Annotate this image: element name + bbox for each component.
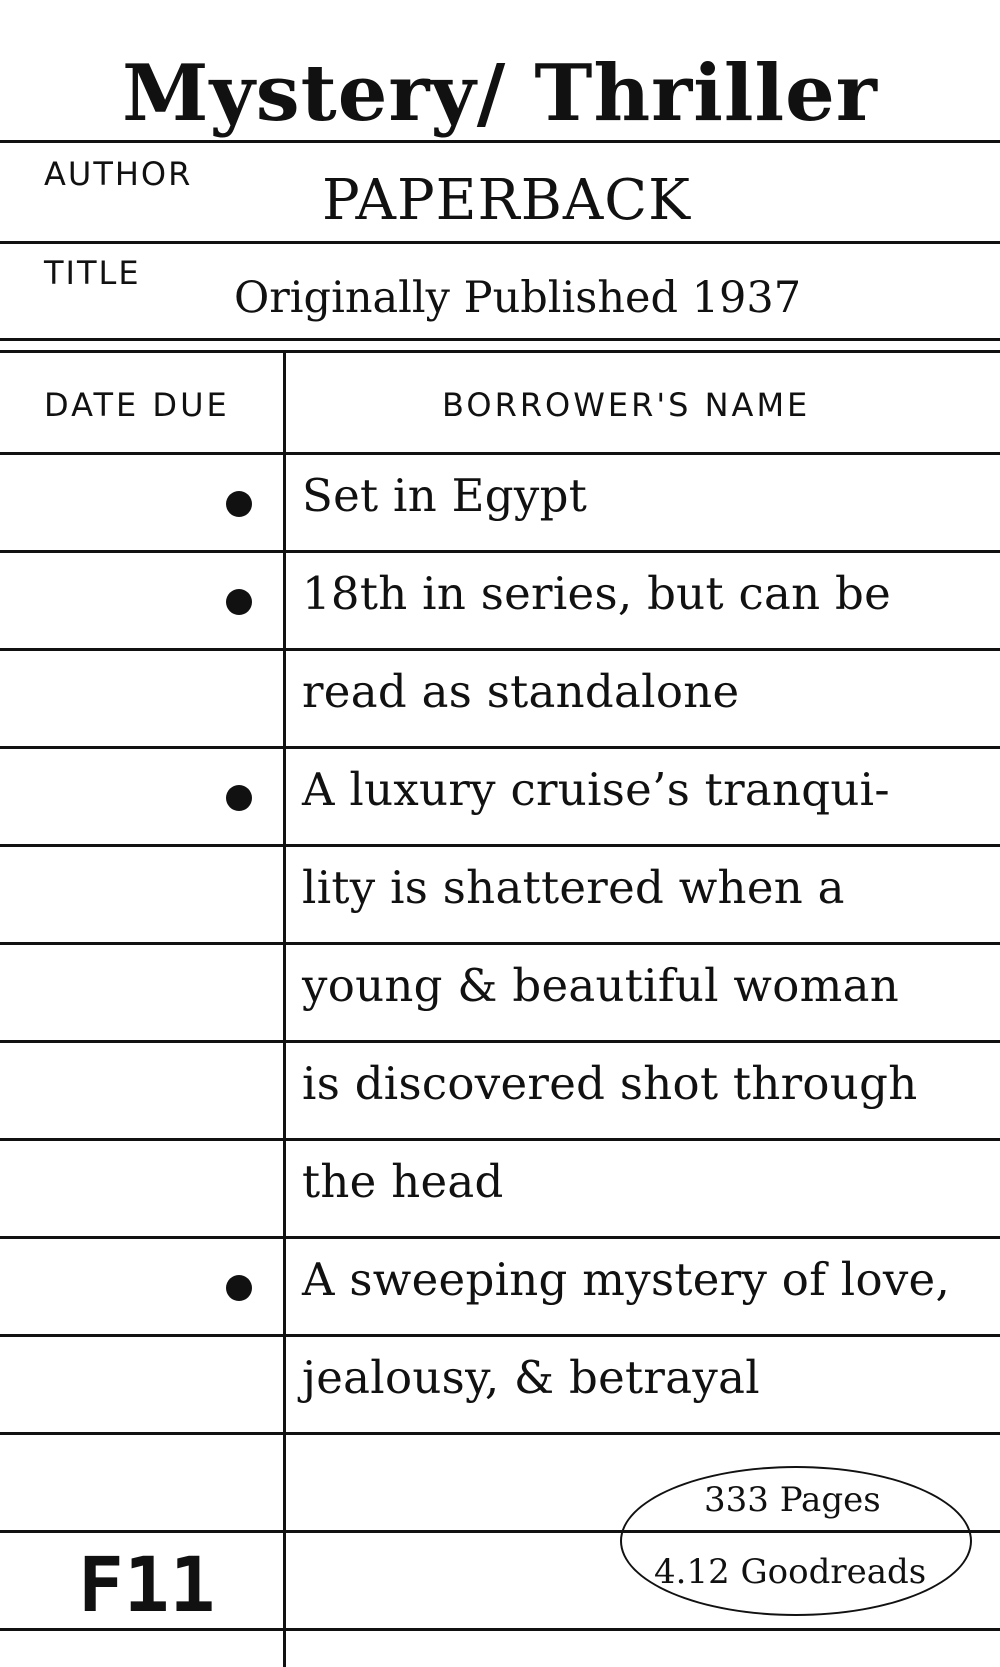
call-number: F11 xyxy=(78,1540,216,1629)
divider xyxy=(0,140,1000,143)
page-count: 333 Pages xyxy=(704,1480,881,1520)
title-value: Originally Published 1937 xyxy=(234,273,802,323)
list-item xyxy=(0,847,1000,945)
goodreads-rating: 4.12 Goodreads xyxy=(654,1552,927,1592)
list-item-text: A luxury cruise’s tranqui- xyxy=(302,763,890,816)
double-divider-top xyxy=(0,338,1000,341)
list-item-text: is discovered shot through xyxy=(302,1057,918,1110)
author-value: PAPERBACK xyxy=(322,168,691,233)
list-item-text: jealousy, & betrayal xyxy=(302,1351,760,1404)
list-item-text: young & beautiful woman xyxy=(302,959,899,1012)
borrower-label: BORROWER'S NAME xyxy=(442,386,811,424)
bullet-icon xyxy=(226,785,252,811)
bullet-icon xyxy=(226,1275,252,1301)
list-item xyxy=(0,1337,1000,1435)
list-item xyxy=(0,455,1000,553)
list-item-text: 18th in series, but can be xyxy=(302,567,891,620)
title-label: TITLE xyxy=(44,254,141,292)
list-item-text: Set in Egypt xyxy=(302,469,588,522)
author-label: AUTHOR xyxy=(44,155,193,193)
double-divider-bottom xyxy=(0,350,1000,353)
list-item xyxy=(0,749,1000,847)
list-item xyxy=(0,1043,1000,1141)
list-item xyxy=(0,1239,1000,1337)
list-item xyxy=(0,651,1000,749)
list-item xyxy=(0,553,1000,651)
list-item xyxy=(0,1141,1000,1239)
card-title: Mystery/ Thriller xyxy=(122,48,878,139)
list-item-text: lity is shattered when a xyxy=(302,861,845,914)
bullet-icon xyxy=(226,589,252,615)
date-due-label: DATE DUE xyxy=(44,386,230,424)
list-item-text: the head xyxy=(302,1155,504,1208)
list-item xyxy=(0,945,1000,1043)
list-item-text: read as standalone xyxy=(302,665,740,718)
list-item-text: A sweeping mystery of love, xyxy=(302,1253,951,1306)
bullet-icon xyxy=(226,491,252,517)
divider xyxy=(0,241,1000,244)
